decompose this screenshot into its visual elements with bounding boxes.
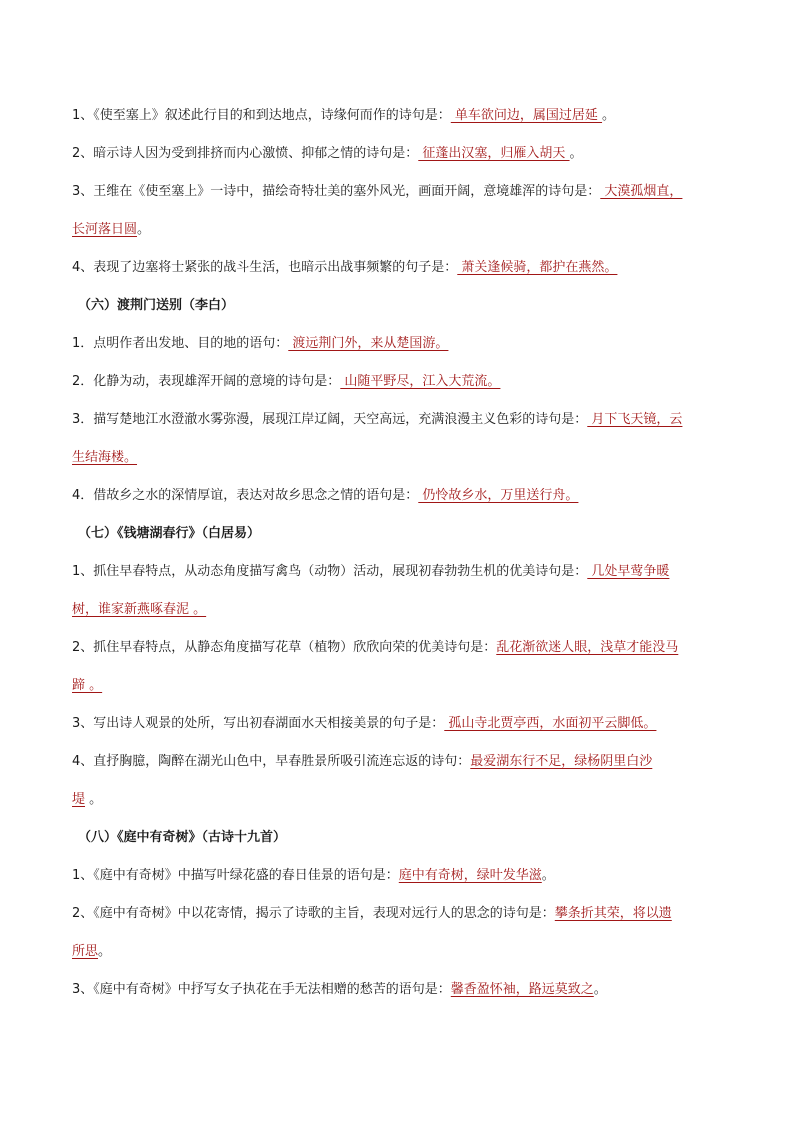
answer: 最爱湖东行不足，绿杨阴里白沙: [470, 754, 653, 769]
answer: 生结海楼。: [72, 450, 138, 465]
question-s2-4: 4、直抒胸臆，陶醉在湖光山色中，早春胜景所吸引流连忘返的诗句：最爱湖东行不足，绿杨阴里白沙: [72, 754, 653, 769]
answer: 山随平野尽，江入大荒流。: [340, 374, 501, 389]
question-s1-3: 3．描写楚地江水澄澈水雾弥漫，展现江岸辽阔，天空高远，充满浪漫主义色彩的诗句是： 月下飞天镜，云: [72, 412, 683, 427]
question-s1-3-cont: [72, 448, 732, 468]
answer: 所思: [72, 944, 99, 959]
question-s3-1: 1、《庭中有奇树》中描写叶绿花盛的春日佳景的语句是：庭中有奇树，绿叶发华滋。: [72, 868, 555, 883]
question-s0-1: 1、《使至塞上》叙述此行目的和到达地点，诗缘何而作的诗句是： 单车欲问边，属国过居延 。: [72, 108, 616, 123]
answer: 馨香盈怀袖，路远莫致之: [450, 982, 594, 997]
answer: 庭中有奇树，绿叶发华滋: [398, 868, 542, 883]
question-s2-1-cont: [72, 600, 732, 620]
question-s0-2: 2、暗示诗人因为受到排挤而内心激愤、抑郁之情的诗句是： 征蓬出汉塞，归雁入胡天 。: [72, 146, 583, 161]
question-s1-4: 4．借故乡之水的深情厚谊，表达对故乡思念之情的语句是： 仍怜故乡水，万里送行舟。: [72, 488, 579, 503]
answer: 孤山寺北贾亭西，水面初平云脚低。: [444, 716, 657, 731]
section-heading: （七）《钱塘湖春行》（白居易）: [78, 526, 261, 541]
answer: 几处早莺争暖: [587, 564, 670, 579]
answer: 单车欲问边，属国过居延: [450, 108, 603, 123]
section-heading: （六）渡荆门送别（李白）: [78, 298, 235, 313]
answer: 仍怜故乡水，万里送行舟。: [418, 488, 579, 503]
answer: 月下飞天镜，云: [587, 412, 683, 427]
answer: 萧关逢候骑，都护在燕然。: [457, 260, 618, 275]
question-s2-3: 3、写出诗人观景的处所，写出初春湖面水天相接美景的句子是： 孤山寺北贾亭西，水面初平云脚低。: [72, 716, 657, 731]
answer: 树，谁家新燕啄春泥 。: [72, 602, 207, 617]
answer: 长河落日圆: [72, 222, 138, 237]
answer: 蹄 。: [72, 678, 103, 693]
answer: 攀条折其荣，将以遗: [554, 906, 672, 921]
answer: 大漠孤烟直，: [600, 184, 683, 199]
answer: 乱花渐欲迷人眼，浅草才能没马: [496, 640, 679, 655]
question-s0-4: 4、表现了边塞将士紧张的战斗生活，也暗示出战事频繁的句子是： 萧关逢候骑，都护在燕然。: [72, 260, 618, 275]
question-s1-2: 2．化静为动，表现雄浑开阔的意境的诗句是： 山随平野尽，江入大荒流。: [72, 374, 501, 389]
answer: 渡远荆门外，来从楚国游。: [288, 336, 449, 351]
question-s3-2-cont: 所思。: [72, 944, 112, 959]
question-s2-2-cont: [72, 676, 732, 696]
section-heading: （八）《庭中有奇树》（古诗十九首）: [78, 830, 287, 845]
question-s2-2: 2、抓住早春特点，从静态角度描写花草（植物）欣欣向荣的优美诗句是：乱花渐欲迷人眼，浅草才能没马: [72, 640, 679, 655]
question-s0-3: 3、王维在《使至塞上》一诗中，描绘奇特壮美的塞外风光，画面开阔，意境雄浑的诗句是： 大漠孤烟直，: [72, 184, 683, 199]
question-s2-1: 1、抓住早春特点，从动态角度描写禽鸟（动物）活动，展现初春勃勃生机的优美诗句是： 几处早莺争暖: [72, 564, 670, 579]
question-s3-2: 2、《庭中有奇树》中以花寄情，揭示了诗歌的主旨，表现对远行人的思念的诗句是：攀条折其荣，将以遗: [72, 906, 672, 921]
question-s1-1: 1．点明作者出发地、目的地的语句： 渡远荆门外，来从楚国游。: [72, 336, 449, 351]
question-s2-4-cont: 堤 。: [72, 792, 103, 807]
answer: 征蓬出汉塞，归雁入胡天: [418, 146, 570, 161]
question-s3-3: 3、《庭中有奇树》中抒写女子执花在手无法相赠的愁苦的语句是：馨香盈怀袖，路远莫致之。: [72, 982, 607, 997]
question-s0-3-cont: 长河落日圆。: [72, 222, 151, 237]
answer: 堤: [72, 792, 86, 807]
